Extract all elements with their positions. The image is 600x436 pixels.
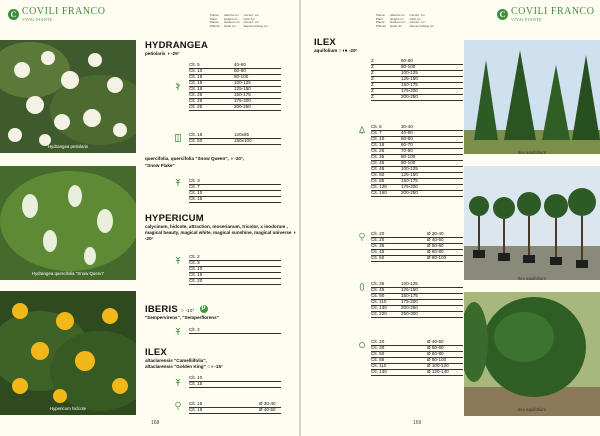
container-size: Clt. 18	[189, 196, 203, 201]
size-value: 40-60	[401, 130, 413, 135]
container-size: Clt. 5	[371, 124, 382, 129]
caption-ilex-3: Ilex aquifolium	[517, 407, 547, 412]
caption-hydrangea-quercifolia: Hydrangea quercifolia "Snow Queen"	[31, 271, 105, 276]
size-value: 175-200	[401, 88, 418, 93]
caption-hydrangea-petiolaris: Hydrangea petiolaris	[47, 144, 89, 149]
size-value: 60-80	[401, 58, 413, 63]
hypericum-title: HYPERICUM	[145, 213, 204, 224]
container-size: Clt. 120	[371, 184, 387, 189]
hydrangea-section	[145, 41, 295, 58]
ball-plant-icon	[359, 341, 365, 349]
container-size: Z	[371, 88, 374, 93]
brand-name: COVILI FRANCO	[511, 6, 595, 17]
size-value: Ø 80-100	[427, 255, 447, 260]
container-size: Clt. 15	[189, 401, 203, 406]
shrub-plant-icon	[175, 378, 181, 386]
container-size: Clt. 10	[371, 136, 385, 141]
brand-sub: VIVAI PIANTE	[511, 17, 542, 22]
table-row	[371, 190, 463, 197]
legend-right: Pianta Plant Plante Pflanze Altezza cm Height cm Hauteur cm Höhe cm Circonf. cm Girth cm Circonf. cm Stammumfang cm	[376, 13, 434, 28]
ilex-right-section: ILEX aquifolium ○◑● -20°	[314, 38, 464, 55]
page-number-left: 168	[151, 420, 160, 426]
size-value: 30-40	[401, 124, 413, 129]
size-value: Ø 40-50	[427, 339, 444, 344]
size-value: 200-250	[401, 94, 418, 99]
size-value: 100-125	[401, 166, 418, 171]
container-size: Clt. 7	[371, 130, 382, 135]
hypericum-subtitle: calycinum, hidcote, attraction, moserianum, tricolor, x inodorum , magical beauty, magical white, magical sunshine, magical universe ◑ -20°	[145, 224, 296, 242]
size-value: Ø 50-60	[427, 243, 444, 248]
photo-hydrangea-quercifolia	[0, 166, 136, 280]
size-value: 200-250	[401, 305, 418, 310]
container-size: Clt. 15	[189, 74, 203, 79]
caption-ilex-2: Ilex aquifolium	[517, 276, 547, 280]
container-size: Clt. 3	[189, 178, 200, 183]
container-size: Clt. 160	[371, 190, 387, 195]
brand-name: COVILI FRANCO	[22, 6, 106, 17]
container-size: Clt. 20	[371, 231, 385, 236]
container-size: Clt. 18	[189, 86, 203, 91]
size-value: 125-150	[401, 287, 418, 292]
pyramid-plant-icon	[359, 126, 365, 134]
size-value: 60-70	[401, 142, 413, 147]
size-value: Ø 100-120	[427, 363, 449, 368]
size-value: Ø 80-100	[427, 357, 447, 362]
size-value: 80-100	[401, 154, 416, 159]
sun-icon: ○◑●	[338, 48, 348, 54]
container-size: Clt. 20	[189, 278, 203, 283]
size-value: 100-125	[401, 281, 418, 286]
table-row	[371, 255, 463, 262]
size-value: 120x85	[234, 132, 250, 137]
container-size: Clt. 18	[189, 132, 203, 137]
hydrangea-title: HYDRANGEA	[145, 40, 209, 51]
container-size: Clt. 3	[189, 260, 200, 265]
size-value: 175-200	[401, 184, 418, 189]
size-value: Ø 30-40	[259, 401, 276, 406]
size-value: 100-125	[234, 80, 251, 85]
container-size: Clt. 85	[371, 357, 385, 362]
shrub-plant-icon	[175, 178, 181, 186]
size-value: 80-100	[401, 64, 416, 69]
container-size: Clt. 50	[371, 351, 385, 356]
container-size: Clt. 7	[189, 184, 200, 189]
size-value: Ø 40-50	[259, 407, 276, 412]
size-value: 200-250	[234, 104, 251, 109]
brand-logo-right	[497, 7, 594, 22]
brand-sub: VIVAI PIANTE	[22, 17, 53, 22]
container-size: Z	[371, 94, 374, 99]
size-value: 150-175	[234, 92, 251, 97]
container-size: Clt. 50	[371, 172, 385, 177]
ilex-left-section: ILEX altaclarensis "Camelliifolia", altaclarensis "Golden King" ○◑ -15°	[145, 348, 295, 370]
size-value: 80-100	[234, 74, 249, 79]
size-value: 125-150	[234, 86, 251, 91]
container-size: Clt. 2	[189, 254, 200, 259]
container-size: Clt. 50	[189, 138, 203, 143]
container-size: Clt. 30	[371, 345, 385, 350]
table-row	[189, 196, 281, 203]
size-value: 175-200	[234, 98, 251, 103]
size-value: 150x100	[234, 138, 252, 143]
size-value: Ø 60-80	[427, 351, 444, 356]
container-size: Clt. 10	[189, 266, 203, 271]
size-value: 70-80	[401, 148, 413, 153]
table-row	[189, 407, 281, 414]
trellis-plant-icon	[175, 134, 181, 142]
container-size: Clt. 25	[189, 104, 203, 109]
container-size: Clt. 15	[189, 272, 203, 277]
shrub-plant-icon	[175, 327, 181, 335]
container-size: Clt. 18	[371, 142, 385, 147]
container-size: Clt. 25	[189, 98, 203, 103]
table-row	[189, 138, 281, 145]
container-size: Clt. 35	[371, 154, 385, 159]
container-size: Clt. 20	[371, 339, 385, 344]
table-row	[189, 327, 281, 334]
size-value: 100-125	[401, 70, 418, 75]
size-value: Ø 30-40	[427, 231, 444, 236]
photo-hydrangea-petiolaris	[0, 40, 136, 153]
table-row	[189, 104, 281, 111]
sun-icon: ○	[180, 308, 184, 314]
page-gutter	[299, 0, 301, 436]
size-value: 150-175	[401, 178, 418, 183]
perennial-badge: P	[201, 306, 206, 313]
legend-left: Pianta Plant Plante Pflanze Altezza cm Height cm Hauteur cm Höhe cm Circonf. cm Girth cm Circonf. cm Stammumfang cm	[210, 13, 268, 28]
size-value: 80-100	[401, 160, 416, 165]
container-size: Clt. 35	[371, 281, 385, 286]
photo-ilex-2	[464, 166, 600, 280]
container-size: Clt. 130	[371, 305, 387, 310]
container-size: Clt. 25	[371, 237, 385, 242]
container-size: Clt. 2	[189, 327, 200, 332]
size-value: 125-150	[401, 172, 418, 177]
sun-icon: ○◑	[207, 363, 214, 370]
container-size: Clt. 35	[371, 243, 385, 248]
table-row	[371, 94, 463, 101]
page-number-right: 169	[413, 420, 422, 426]
caption-ilex-1: Ilex aquifolium	[517, 150, 547, 154]
iberis-subtitle: "Sempervirens", "Semperflorens"	[145, 315, 219, 320]
shrub-plant-icon	[175, 256, 181, 264]
container-size: Clt. 110	[371, 299, 387, 304]
size-value: 40-60	[234, 62, 246, 67]
size-value: 175-200	[401, 299, 418, 304]
size-value: 200-250	[401, 190, 418, 195]
container-size: Clt. 50	[371, 255, 385, 260]
standard-tree-icon	[175, 402, 181, 410]
container-size: Clt. 45	[371, 160, 385, 165]
container-size: Clt. 90	[371, 293, 385, 298]
container-size: Clt. 25	[371, 148, 385, 153]
sun-icon: ◑	[166, 51, 170, 57]
size-value: Ø 60-80	[427, 249, 444, 254]
leaf-icon: C	[497, 9, 508, 20]
container-size: Clt. 18	[189, 80, 203, 85]
container-size: Z	[371, 76, 374, 81]
photo-ilex-3	[464, 292, 600, 416]
climbing-plant-icon	[175, 82, 181, 90]
container-size: Clt. 15	[189, 381, 203, 386]
container-size: Clt. 85	[371, 178, 385, 183]
container-size: Clt. 10	[189, 190, 203, 195]
container-size: Clt. 10	[189, 68, 203, 73]
container-size: Clt. 45	[371, 249, 385, 254]
container-size: Clt. 25	[189, 92, 203, 97]
size-value: Ø 50-60	[427, 345, 444, 350]
leaf-icon: C	[8, 9, 19, 20]
table-row	[371, 311, 463, 318]
ilex-right-title: ILEX	[314, 37, 336, 48]
half-sun-icon: ◑	[230, 156, 234, 162]
size-value: Ø 40-50	[427, 237, 444, 242]
iberis-title: IBERIS ○ -10° P	[145, 304, 206, 315]
container-size: Clt. 18	[189, 407, 203, 412]
container-size: Clt. 110	[371, 363, 387, 368]
size-value: 60-80	[234, 68, 246, 73]
container-size: Clt. 45	[371, 287, 385, 292]
container-size: Z	[371, 82, 374, 87]
size-value: 150-175	[401, 82, 418, 87]
iberis-section	[145, 305, 295, 321]
size-value: 250-300	[401, 311, 418, 316]
container-size: Clt. 10	[189, 375, 203, 380]
hypericum-section	[145, 214, 297, 242]
container-size: Clt. 130	[371, 369, 387, 374]
sun-icon: ◑	[292, 229, 296, 236]
caption-hypericum: Hypericum hidcote	[49, 406, 87, 411]
container-size: Clt. 220	[371, 311, 387, 316]
table-row	[189, 278, 281, 285]
table-row	[371, 369, 463, 376]
brand-logo-left	[8, 7, 105, 22]
photo-ilex-1	[464, 40, 600, 154]
quercifolia-subtitle: quercifolia, quercifolia "Snow Queen", ◑ -20°, "Snow Flake"	[145, 156, 245, 168]
ilex-left-title: ILEX	[145, 347, 167, 358]
container-size: Z	[371, 64, 374, 69]
size-value: 50-60	[401, 136, 413, 141]
standard-tree-icon	[359, 233, 365, 241]
container-size: Z	[371, 70, 374, 75]
photo-hypericum	[0, 291, 136, 415]
hydrangea-subtitle: petiolaris ◑ -25°	[145, 51, 180, 57]
table-row	[189, 381, 281, 388]
container-size: Z	[371, 58, 374, 63]
size-value: 125-150	[401, 76, 418, 81]
size-value: 150-175	[401, 293, 418, 298]
container-size: Clt. 45	[371, 166, 385, 171]
cone-plant-icon	[359, 283, 365, 291]
container-size: Clt. 5	[189, 62, 200, 67]
size-value: Ø 120-140	[427, 369, 449, 374]
